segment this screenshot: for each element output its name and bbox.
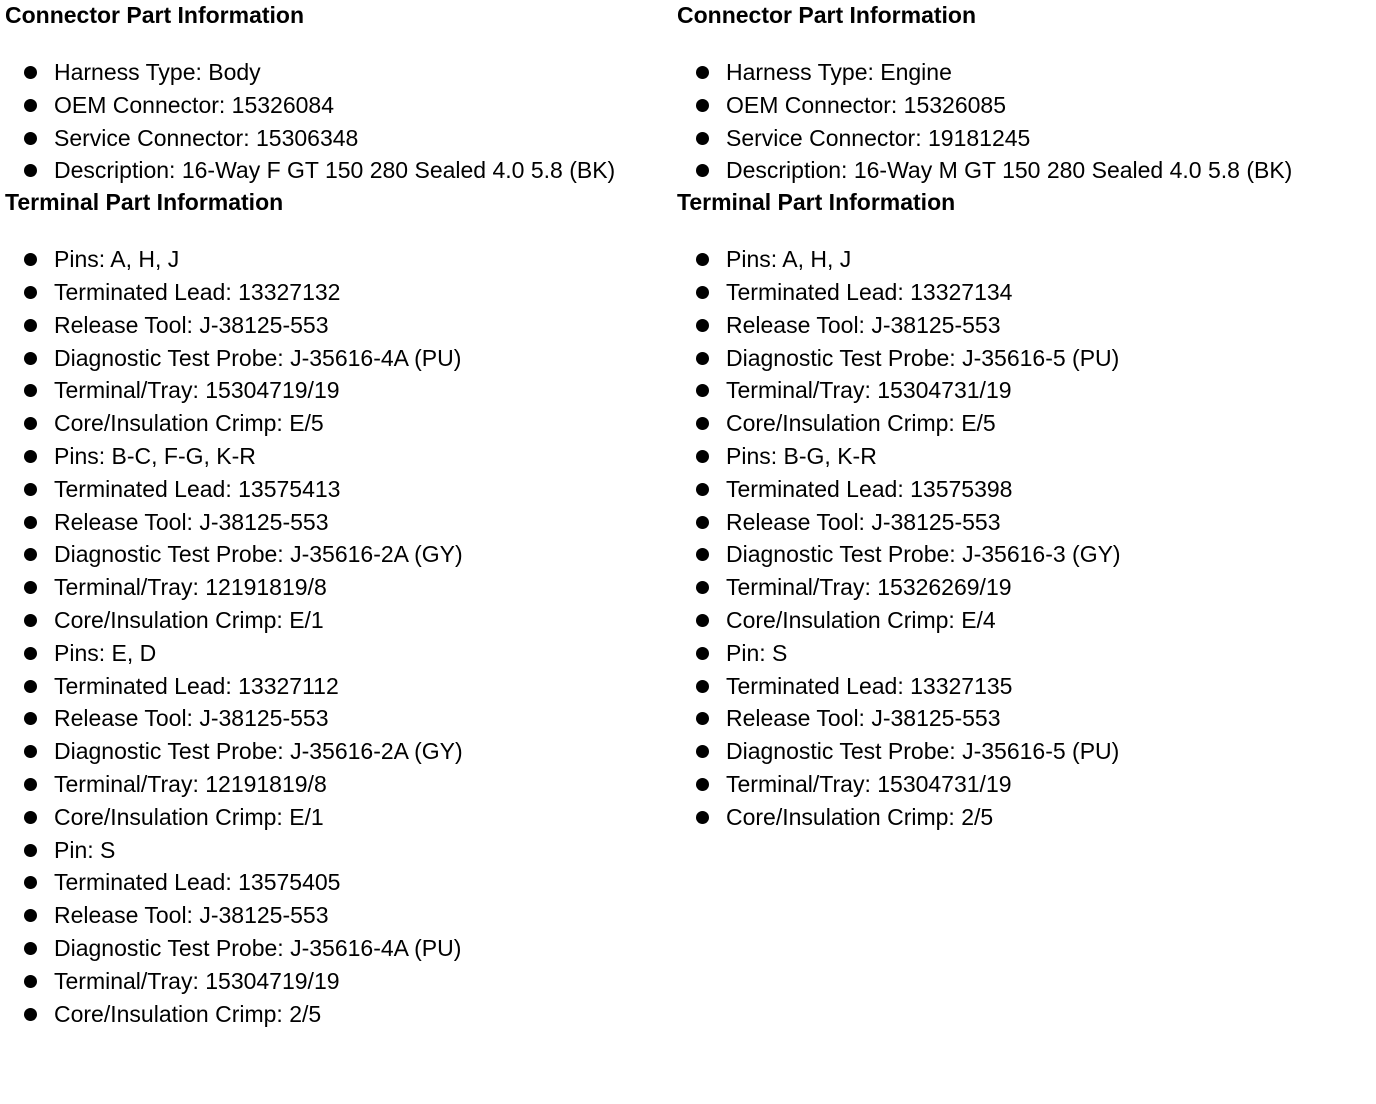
list-item [5,56,670,89]
list-item [5,768,670,801]
bullet-icon [696,450,709,463]
bullet-icon [24,778,37,791]
list-item-text: Terminated Lead: 13327112 [54,672,339,699]
list-item-text: Core/Insulation Crimp: E/4 [726,606,996,633]
bullet-icon [24,844,37,857]
list-item [5,122,670,155]
terminal-part-heading: Terminal Part Information [677,189,956,216]
list-item-text: Terminal/Tray: 15304719/19 [54,377,340,404]
list-item [677,473,1372,506]
list-item-text: Core/Insulation Crimp: E/5 [54,410,324,437]
bullet-icon [696,164,709,177]
terminal-group [677,637,1372,834]
list-item-text: Diagnostic Test Probe: J-35616-4A (PU) [54,934,462,961]
list-item [5,154,670,187]
list-item-text: Release Tool: J-38125-553 [726,311,1001,338]
list-item [677,89,1372,122]
list-item-text: Pins: E, D [54,639,157,666]
list-item-text: Terminated Lead: 13327134 [726,278,1013,305]
list-item-text: Diagnostic Test Probe: J-35616-5 (PU) [726,738,1120,765]
list-item-text: Description: 16-Way F GT 150 280 Sealed 4.0 5.8 (BK) [54,157,616,184]
list-item-text: Core/Insulation Crimp: 2/5 [726,803,994,830]
bullet-icon [24,745,37,758]
list-item [5,571,670,604]
bullet-icon [24,319,37,332]
list-item-text: Pins: B-G, K-R [726,442,877,469]
list-item-text: Release Tool: J-38125-553 [54,311,329,338]
list-item-text: Release Tool: J-38125-553 [726,508,1001,535]
bullet-icon [24,384,37,397]
list-item [5,735,670,768]
bullet-icon [696,286,709,299]
list-item [5,637,670,670]
list-item [5,702,670,735]
list-item-text: Terminal/Tray: 12191819/8 [54,770,327,797]
list-item [5,407,670,440]
list-item [677,374,1372,407]
right-connector-column [677,0,1372,834]
list-item [5,604,670,637]
bullet-icon [696,712,709,725]
list-item [5,342,670,375]
list-item-text: Core/Insulation Crimp: E/1 [54,803,324,830]
bullet-icon [24,450,37,463]
bullet-icon [696,319,709,332]
list-item [5,834,670,867]
list-item [5,276,670,309]
list-item [677,154,1372,187]
bullet-icon [696,483,709,496]
list-item-text: Diagnostic Test Probe: J-35616-4A (PU) [54,344,462,371]
list-item [677,407,1372,440]
list-item-text: OEM Connector: 15326085 [726,91,1007,118]
terminal-part-heading: Terminal Part Information [5,189,284,216]
bullet-icon [696,745,709,758]
bullet-icon [696,384,709,397]
bullet-icon [696,99,709,112]
bullet-icon [24,614,37,627]
bullet-icon [696,647,709,660]
terminal-group [677,243,1372,440]
bullet-icon [24,286,37,299]
list-item [5,801,670,834]
list-item [677,506,1372,539]
bullet-icon [24,942,37,955]
list-item-text: Harness Type: Engine [726,59,952,85]
bullet-icon [24,352,37,365]
list-item [5,89,670,122]
list-item-text: Terminal/Tray: 15304731/19 [726,770,1012,797]
list-item-text: Pins: B-C, F-G, K-R [54,442,256,469]
list-item [5,243,670,276]
bullet-icon [696,253,709,266]
list-item-text: Pin: S [726,639,788,666]
list-item-text: Terminated Lead: 13575398 [726,475,1013,502]
list-item [677,571,1372,604]
terminal-group [677,440,1372,637]
list-item-text: Harness Type: Body [54,59,261,85]
bullet-icon [24,909,37,922]
connector-part-heading: Connector Part Information [5,2,305,28]
bullet-icon [24,712,37,725]
list-item-text: Diagnostic Test Probe: J-35616-5 (PU) [726,344,1120,371]
list-item [5,506,670,539]
list-item [677,604,1372,637]
bullet-icon [696,548,709,561]
bullet-icon [24,975,37,988]
bullet-icon [696,417,709,430]
list-item [677,276,1372,309]
list-item [677,637,1372,670]
list-item [677,801,1372,834]
list-item [677,670,1372,703]
list-item-text: Core/Insulation Crimp: E/1 [54,606,324,633]
list-item-text: Pins: A, H, J [726,246,852,273]
bullet-icon [24,417,37,430]
list-item-text: Core/Insulation Crimp: E/5 [726,410,996,437]
bullet-icon [696,778,709,791]
bullet-icon [696,614,709,627]
list-item [5,866,670,899]
left-connector-column [5,0,670,1030]
bullet-icon [696,581,709,594]
terminal-group [5,243,670,440]
bullet-icon [24,132,37,145]
bullet-icon [696,66,709,79]
list-item [677,342,1372,375]
list-item [677,702,1372,735]
list-item [677,309,1372,342]
bullet-icon [24,1008,37,1021]
list-item [5,932,670,965]
connector-part-heading: Connector Part Information [677,2,977,28]
list-item-text: Diagnostic Test Probe: J-35616-3 (GY) [726,541,1121,568]
bullet-icon [24,581,37,594]
connector-info-list [5,56,670,187]
list-item [677,440,1372,473]
list-item-text: Description: 16-Way M GT 150 280 Sealed 4.0 5.8 (BK) [726,157,1293,184]
list-item [677,243,1372,276]
terminal-group [5,440,670,637]
bullet-icon [24,66,37,79]
bullet-icon [24,647,37,660]
list-item-text: Core/Insulation Crimp: 2/5 [54,1000,322,1027]
list-item-text: OEM Connector: 15326084 [54,91,335,118]
list-item [5,670,670,703]
list-item [5,899,670,932]
list-item [677,56,1372,89]
list-item [5,965,670,998]
list-item-text: Release Tool: J-38125-553 [726,705,1001,732]
list-item [5,538,670,571]
list-item-text: Terminal/Tray: 15326269/19 [726,574,1012,601]
bullet-icon [696,680,709,693]
list-item-text: Diagnostic Test Probe: J-35616-2A (GY) [54,541,463,568]
list-item-text: Release Tool: J-38125-553 [54,902,329,929]
list-item-text: Service Connector: 15306348 [54,124,359,151]
list-item-text: Release Tool: J-38125-553 [54,508,329,535]
list-item [677,538,1372,571]
bullet-icon [24,99,37,112]
bullet-icon [24,253,37,266]
terminal-group [5,637,670,834]
bullet-icon [24,164,37,177]
bullet-icon [696,516,709,529]
list-item [677,122,1372,155]
list-item-text: Terminal/Tray: 12191819/8 [54,574,327,601]
list-item [677,768,1372,801]
bullet-icon [24,548,37,561]
list-item [5,309,670,342]
bullet-icon [24,680,37,693]
bullet-icon [696,811,709,824]
list-item [5,440,670,473]
bullet-icon [696,132,709,145]
list-item-text: Terminated Lead: 13327135 [726,672,1013,699]
list-item-text: Terminated Lead: 13575413 [54,475,341,502]
terminal-group [5,834,670,1031]
list-item [5,998,670,1031]
list-item-text: Pin: S [54,836,116,863]
list-item [677,735,1372,768]
list-item-text: Terminated Lead: 13327132 [54,278,341,305]
bullet-icon [24,811,37,824]
list-item-text: Terminal/Tray: 15304731/19 [726,377,1012,404]
bullet-icon [24,876,37,889]
bullet-icon [24,483,37,496]
list-item-text: Terminated Lead: 13575405 [54,869,341,896]
connector-info-list [677,56,1372,187]
list-item-text: Terminal/Tray: 15304719/19 [54,967,340,994]
list-item [5,473,670,506]
list-item-text: Release Tool: J-38125-553 [54,705,329,732]
list-item-text: Pins: A, H, J [54,246,180,273]
bullet-icon [696,352,709,365]
list-item-text: Service Connector: 19181245 [726,124,1031,151]
bullet-icon [24,516,37,529]
list-item [5,374,670,407]
list-item-text: Diagnostic Test Probe: J-35616-2A (GY) [54,738,463,765]
